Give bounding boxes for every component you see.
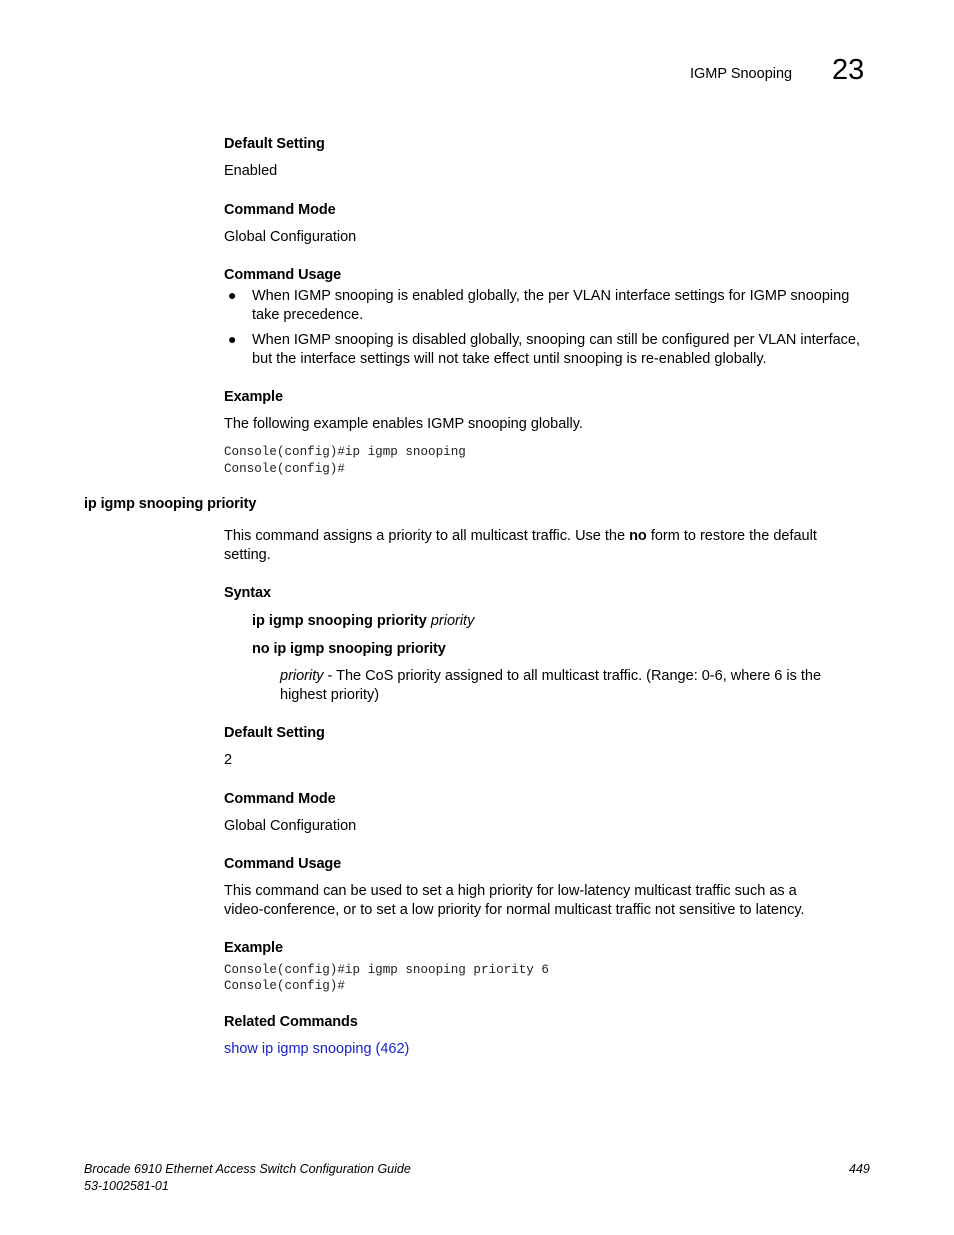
- command-usage-heading: Command Usage: [224, 856, 342, 872]
- related-command-link[interactable]: show ip igmp snooping (462): [224, 1041, 410, 1057]
- default-setting-value: Enabled: [224, 163, 278, 179]
- code-line: Console(config)#ip igmp snooping: [224, 445, 466, 459]
- default-setting-heading: Default Setting: [224, 725, 325, 741]
- command-mode-value: Global Configuration: [224, 229, 357, 245]
- example-heading: Example: [224, 940, 283, 956]
- command-mode-value: Global Configuration: [224, 818, 357, 834]
- syntax-command: [252, 612, 474, 631]
- bullet-icon: ●: [228, 287, 237, 303]
- syntax-heading: Syntax: [224, 585, 271, 601]
- syntax-param: priority: [430, 613, 475, 629]
- desc-text: This command assigns a priority to all multicast traffic. Use the: [224, 528, 630, 544]
- command-description-line2: setting.: [224, 547, 271, 563]
- code-line: Console(config)#ip igmp snooping priority 6: [224, 963, 549, 977]
- code-line: Console(config)#: [224, 462, 345, 476]
- command-title: ip igmp snooping priority: [84, 496, 257, 512]
- param-name: priority: [280, 668, 324, 684]
- command-description: [224, 527, 817, 546]
- footer-doc-title: Brocade 6910 Ethernet Access Switch Configuration Guide: [84, 1162, 411, 1176]
- default-setting-value: 2: [224, 752, 233, 768]
- running-header-section: IGMP Snooping: [690, 66, 793, 82]
- chapter-number: 23: [832, 54, 865, 86]
- usage-bullet-2: When IGMP snooping is disabled globally, snooping can still be configured per VLAN interface, but the interface settings will not take effect until snooping is re-enabled globally.: [252, 332, 861, 367]
- example-heading: Example: [224, 389, 283, 405]
- usage-text-line1: This command can be used to set a high priority for low-latency multicast traffic such as a: [224, 883, 797, 899]
- usage-bullet-1: When IGMP snooping is enabled globally, the per VLAN interface settings for IGMP snooping take precedence.: [252, 288, 850, 323]
- command-mode-heading: Command Mode: [224, 202, 336, 218]
- example-text: The following example enables IGMP snooping globally.: [224, 416, 583, 432]
- usage-text-line2: video-conference, or to set a low priority for normal multicast traffic not sensitive to latency.: [224, 902, 805, 918]
- default-setting-heading: Default Setting: [224, 136, 325, 152]
- command-usage-heading: Command Usage: [224, 267, 342, 283]
- param-text: - The CoS priority assigned to all multicast traffic. (Range: 0-6, where 6 is the: [323, 668, 822, 684]
- related-commands-heading: Related Commands: [224, 1014, 358, 1030]
- syntax-keyword: ip igmp snooping priority: [252, 613, 427, 629]
- param-description: [280, 667, 821, 686]
- bullet-icon: ●: [228, 331, 237, 347]
- syntax-no-command: no ip igmp snooping priority: [252, 641, 446, 657]
- code-line: Console(config)#: [224, 979, 345, 993]
- desc-text: form to restore the default: [646, 528, 817, 544]
- param-description-line2: highest priority): [280, 687, 380, 703]
- desc-no-keyword: no: [629, 528, 647, 544]
- footer-doc-number: 53-1002581-01: [84, 1179, 169, 1193]
- footer-page-number: 449: [849, 1162, 870, 1176]
- command-mode-heading: Command Mode: [224, 791, 336, 807]
